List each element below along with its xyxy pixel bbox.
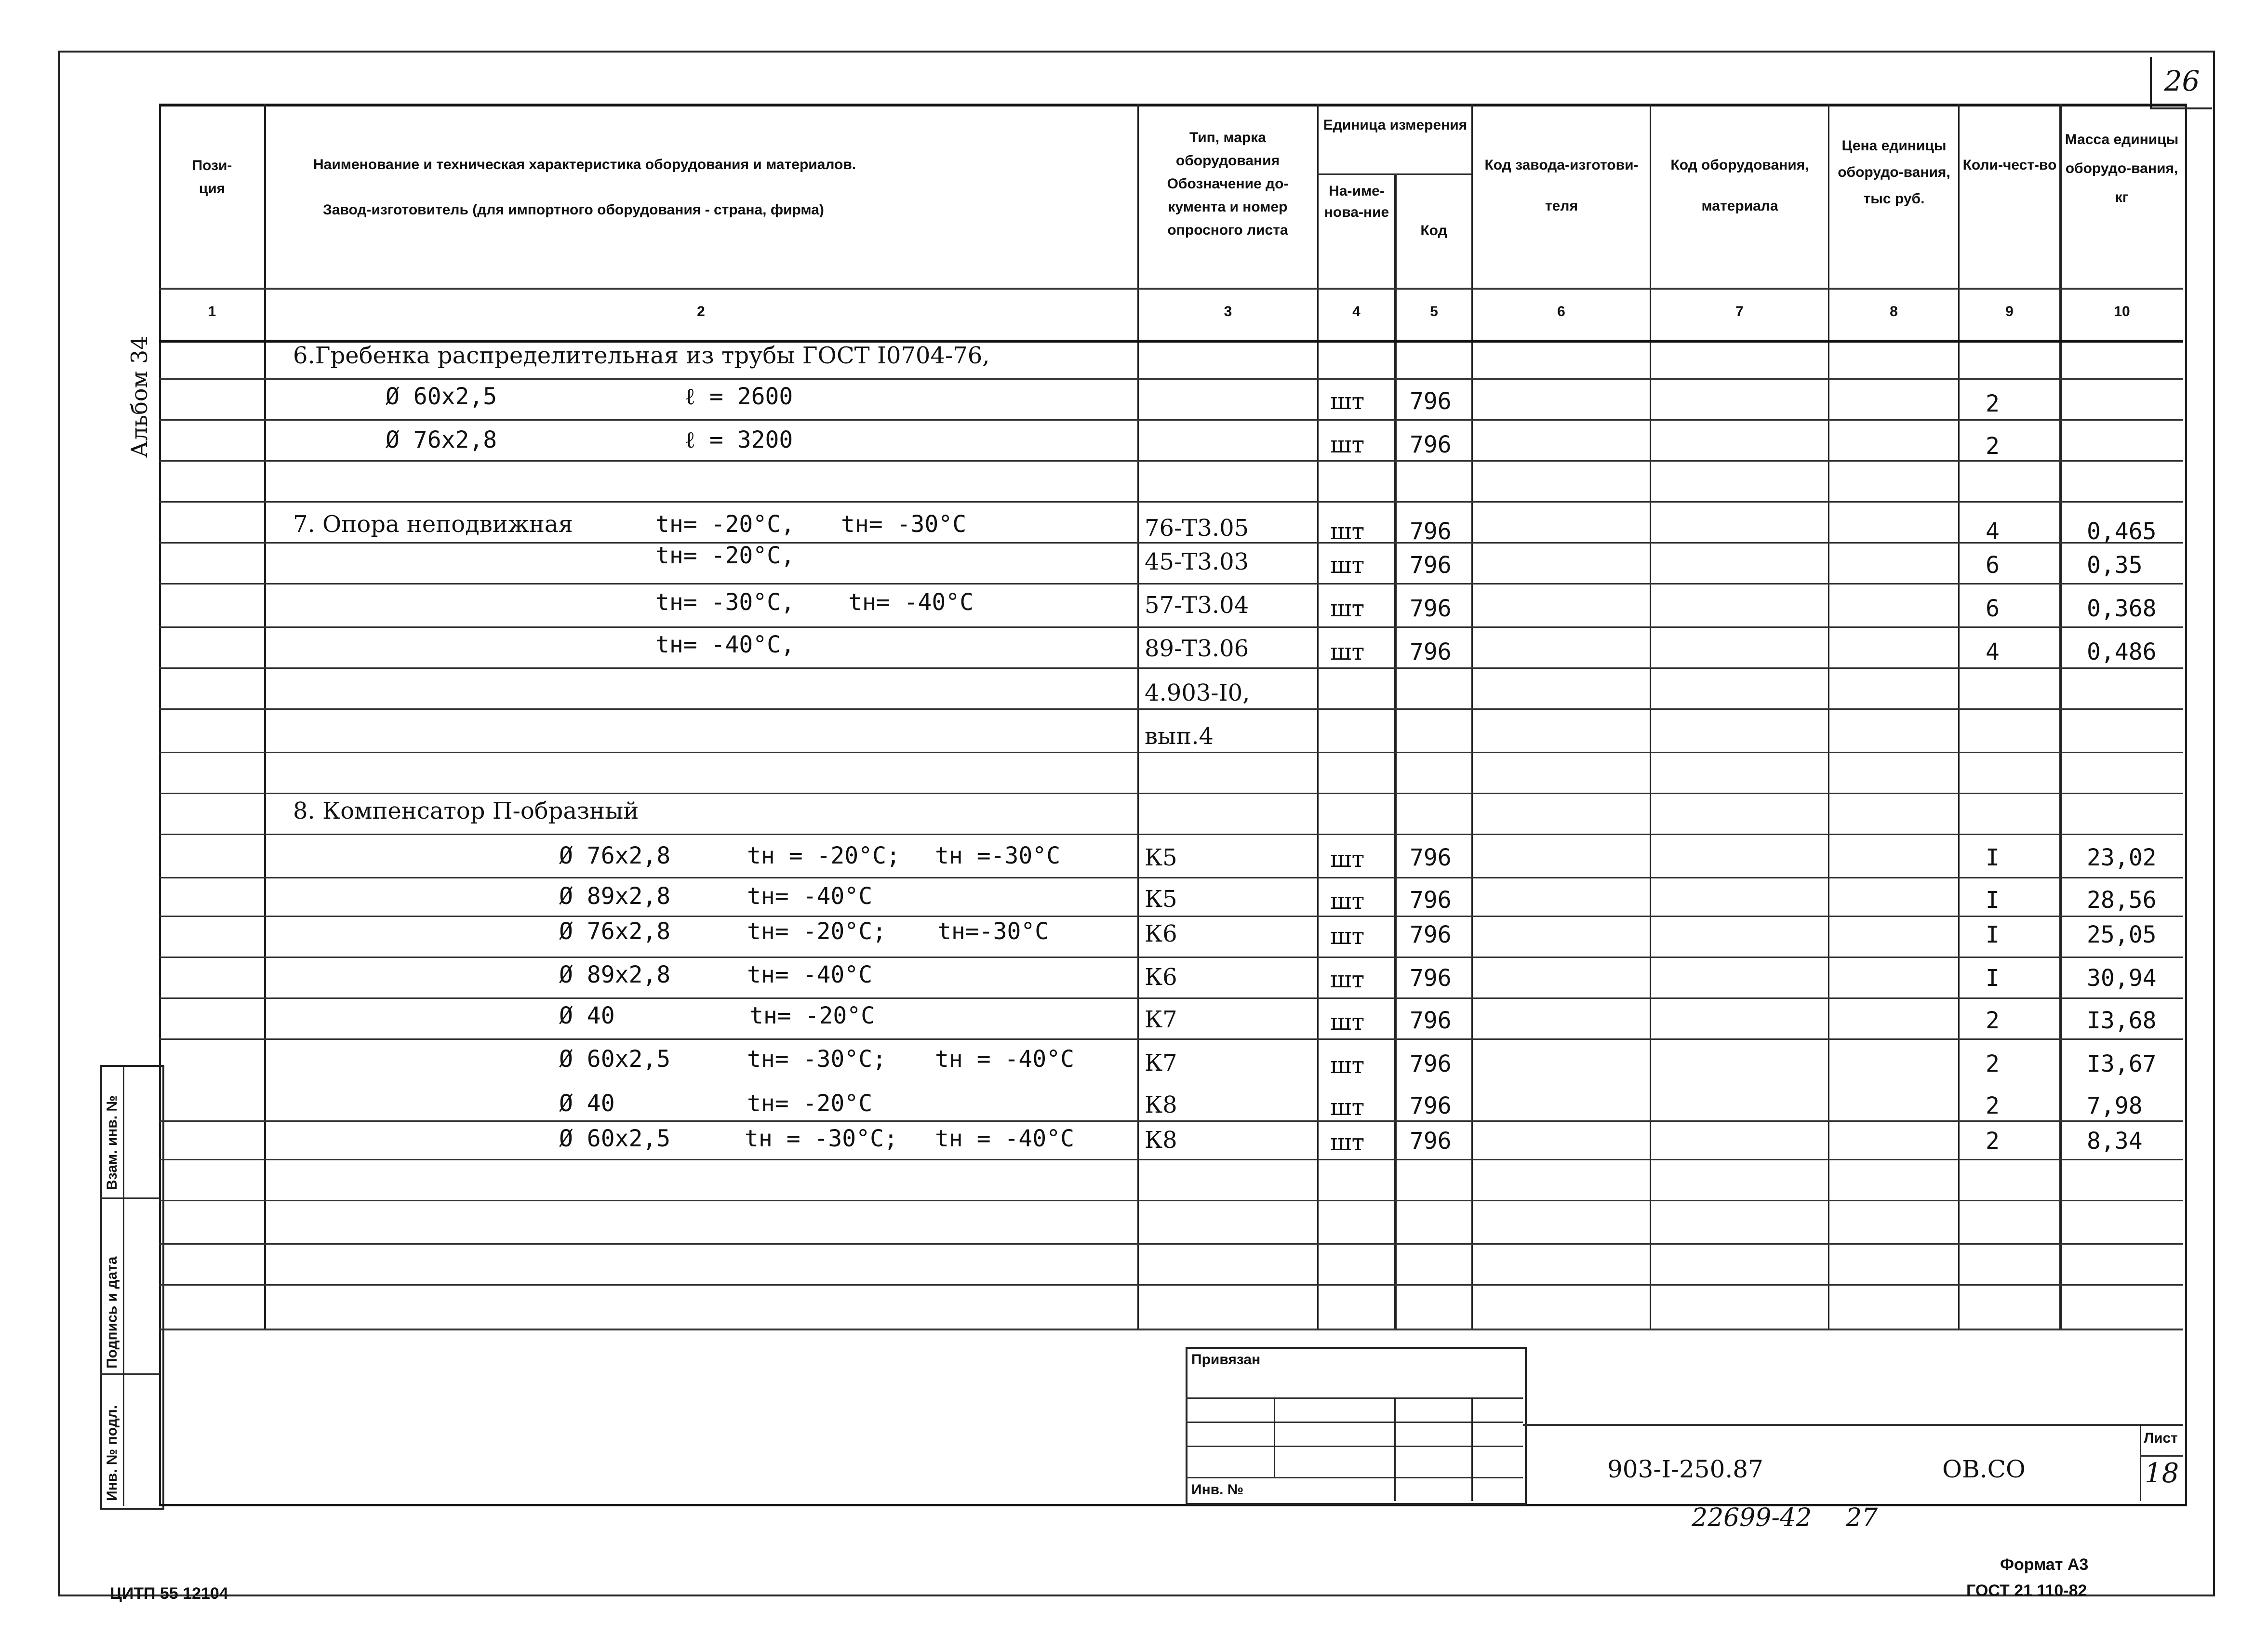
title-line [2140, 1424, 2141, 1501]
column-number: 7 [1735, 304, 1744, 319]
album-label: Альбом 34 [126, 335, 152, 458]
item-name: 6.Гребенка распределительная из трубы ГОСТ I0704-76, [293, 342, 990, 369]
row-line [159, 1243, 2183, 1245]
item-code: 796 [1410, 921, 1452, 948]
item-mass: 0,465 [2087, 518, 2157, 545]
item-qty: 4 [1986, 638, 2000, 665]
row-line [159, 997, 2183, 999]
row-line [159, 793, 2183, 794]
header-name-line2: Завод-изготовитель (для импортного оборудования - страна, фирма) [323, 202, 824, 218]
item-qty: 2 [1986, 1007, 2000, 1034]
item-unit: шт [1330, 1129, 1365, 1156]
side-label-replacement: Взам. инв. № [104, 1095, 120, 1190]
item-type: К7 [1145, 1050, 1177, 1077]
header-bottom [159, 288, 2183, 290]
item-temp: tн= -20°С; [747, 918, 886, 945]
item-name: 7. Опора неподвижная [293, 511, 573, 538]
item-size: Ø 89x2,8 [559, 883, 671, 910]
item-size: Ø 40 [559, 1002, 615, 1029]
item-code: 796 [1410, 1128, 1452, 1155]
item-mass: 0,368 [2087, 595, 2157, 622]
table-body-bottom [159, 1329, 2183, 1330]
item-code: 796 [1410, 518, 1452, 545]
item-type: 76-Т3.05 [1145, 515, 1249, 542]
side-divider [100, 1197, 160, 1199]
item-type: К5 [1145, 886, 1177, 913]
row-line [159, 1120, 2183, 1122]
row-line [159, 667, 2183, 669]
row-line [159, 378, 2183, 380]
item-type: К5 [1145, 844, 1177, 871]
linked-label: Привязан [1191, 1352, 1261, 1368]
column-number: 8 [1890, 304, 1898, 319]
item-code: 796 [1410, 1092, 1452, 1119]
item-type: вып.4 [1145, 723, 1214, 750]
row-line [159, 419, 2183, 421]
item-qty: 2 [1986, 390, 2000, 417]
item-type: 4.903-I0, [1145, 679, 1250, 706]
item-unit: шт [1330, 595, 1365, 622]
item-qty: I [1986, 844, 2000, 871]
item-mass: 30,94 [2087, 965, 2157, 992]
item-type: К8 [1145, 1127, 1177, 1154]
item-code: 796 [1410, 1050, 1452, 1077]
item-code: 796 [1410, 638, 1452, 665]
header-type: Тип, марка оборудования Обозначение до-кумента и номер опросного листа [1167, 130, 1289, 238]
item-code: 796 [1410, 1007, 1452, 1034]
item-unit: шт [1330, 638, 1365, 665]
item-temp: tн= -20°С, [655, 542, 795, 569]
side-divider [123, 1065, 124, 1506]
item-type: К6 [1145, 964, 1177, 991]
item-temp: tн= -40°С, [655, 631, 795, 658]
item-temp: tн = -40°С [935, 1125, 1074, 1152]
item-unit: шт [1330, 1094, 1365, 1121]
item-qty: 2 [1986, 1092, 2000, 1119]
item-temp: tн= -20°С [749, 1002, 875, 1029]
stamp-page: 27 [1846, 1503, 1878, 1532]
item-unit: шт [1330, 388, 1365, 415]
header-qty: Коли-чест-во [1962, 157, 2057, 173]
header-unit-name: На-име-нова-ние [1324, 183, 1389, 220]
column-number: 4 [1352, 304, 1361, 319]
item-mass: 23,02 [2087, 844, 2157, 871]
header-mass: Масса единицы оборудо-вания, кг [2065, 132, 2179, 205]
item-unit: шт [1330, 846, 1365, 873]
row-line [159, 1200, 2183, 1201]
item-temp: tн= -40°С [848, 589, 974, 616]
row-line [159, 460, 2183, 462]
side-label-inventory: Инв. № подл. [104, 1405, 120, 1501]
item-size: Ø 76x2,8 [559, 842, 671, 869]
item-mass: 0,35 [2087, 552, 2143, 579]
item-code: 796 [1410, 552, 1452, 579]
item-qty: I [1986, 887, 2000, 914]
item-temp: tн= -40°С [747, 961, 873, 988]
header-unit-group: Единица измерения [1323, 117, 1468, 133]
row-line [159, 1038, 2183, 1040]
header-equip-code: Код оборудования, материала [1670, 157, 1809, 214]
item-size: Ø 60x2,5 [559, 1046, 671, 1073]
item-temp: tн = -40°С [935, 1046, 1074, 1073]
title-line [2140, 1455, 2183, 1457]
item-mass: I3,67 [2087, 1050, 2157, 1077]
item-mass: I3,68 [2087, 1007, 2157, 1034]
item-unit: шт [1330, 966, 1365, 993]
item-length: ℓ = 3200 [684, 426, 793, 453]
item-name: 8. Компенсатор П-образный [293, 797, 639, 824]
footer-left: ЦИТП 55 12104 [110, 1584, 228, 1603]
item-type: 57-Т3.04 [1145, 592, 1249, 619]
item-qty: 6 [1986, 595, 2000, 622]
item-temp: tн= -30°С [841, 511, 967, 538]
row-line [159, 708, 2183, 710]
page-number: 26 [2150, 57, 2212, 109]
item-temp: tн= -20°С, [655, 511, 795, 538]
item-qty: 2 [1986, 1128, 2000, 1155]
item-temp: tн=-30°С [937, 918, 1049, 945]
item-qty: 2 [1986, 433, 2000, 460]
side-divider [100, 1373, 160, 1375]
row-line [159, 583, 2183, 585]
item-size: Ø 60x2,5 [559, 1125, 671, 1152]
item-mass: 8,34 [2087, 1128, 2143, 1155]
row-line [159, 916, 2183, 917]
item-unit: шт [1330, 552, 1365, 579]
side-label-signature: Подпись и дата [104, 1256, 120, 1369]
header-name-line1: Наименование и техническая характеристика оборудования и материалов. [313, 157, 856, 173]
item-temp: tн =-30°С [935, 842, 1061, 869]
column-number: 2 [697, 304, 705, 319]
item-code: 796 [1410, 844, 1452, 871]
item-length: ℓ = 2600 [684, 383, 793, 410]
header-price: Цена единицы оборудо-вания, тыс руб. [1838, 138, 1950, 207]
item-qty: 6 [1986, 552, 2000, 579]
item-type: 89-Т3.06 [1145, 635, 1249, 662]
item-unit: шт [1330, 1009, 1365, 1036]
item-mass: 0,486 [2087, 638, 2157, 665]
item-mass: 28,56 [2087, 887, 2157, 914]
item-code: 796 [1410, 965, 1452, 992]
item-mass: 25,05 [2087, 921, 2157, 948]
item-type: К8 [1145, 1091, 1177, 1118]
item-qty: 4 [1986, 518, 2000, 545]
format-label: Формат А3 [2000, 1555, 2089, 1574]
standard-label: ГОСТ 21 110-82 [1966, 1582, 2087, 1600]
header-position: Пози- ция [192, 158, 232, 197]
item-mass: 7,98 [2087, 1092, 2143, 1119]
item-unit: шт [1330, 518, 1365, 545]
item-unit: шт [1330, 923, 1365, 950]
document-code: 903-I-250.87 [1607, 1455, 1763, 1483]
header-unit-code: Код [1420, 223, 1447, 239]
sheet-number: 18 [2145, 1458, 2179, 1489]
item-unit: шт [1330, 1052, 1365, 1079]
item-code: 796 [1410, 887, 1452, 914]
stamp-number: 22699-42 [1692, 1503, 1812, 1532]
column-number: 10 [2114, 304, 2130, 319]
row-line [159, 957, 2183, 958]
item-qty: I [1986, 921, 2000, 948]
title-line [1523, 1424, 2183, 1426]
column-number: 1 [208, 304, 216, 319]
item-temp: tн= -20°С [747, 1090, 873, 1117]
item-code: 796 [1410, 595, 1452, 622]
row-line [159, 501, 2183, 503]
item-temp: tн= -30°С; [747, 1046, 886, 1073]
item-qty: 2 [1986, 1050, 2000, 1077]
row-line [159, 877, 2183, 878]
item-type: К6 [1145, 920, 1177, 947]
item-code: 796 [1410, 431, 1452, 458]
inventory-label: Инв. № [1191, 1482, 1244, 1498]
item-temp: tн = -20°С; [747, 842, 900, 869]
row-line [159, 752, 2183, 753]
item-code: 796 [1410, 388, 1452, 415]
item-qty: I [1986, 965, 2000, 992]
header-plant-code: Код завода-изготови-теля [1484, 157, 1639, 214]
item-temp: tн= -30°С, [655, 589, 795, 616]
document-suffix: ОВ.СО [1942, 1455, 2026, 1483]
linked-line [1274, 1397, 1275, 1477]
sheet-label: Лист [2144, 1430, 2178, 1446]
column-number: 6 [1557, 304, 1565, 319]
linked-box [1186, 1347, 1527, 1505]
item-size: Ø 76x2,8 [386, 426, 497, 453]
item-temp: tн= -40°С [747, 883, 873, 910]
row-line [159, 626, 2183, 628]
item-unit: шт [1330, 431, 1365, 458]
column-number: 5 [1430, 304, 1438, 319]
row-line [159, 1284, 2183, 1286]
linked-line [1394, 1397, 1396, 1501]
row-line [159, 1159, 2183, 1160]
column-number: 3 [1224, 304, 1232, 319]
item-type: 45-Т3.03 [1145, 548, 1249, 575]
item-temp: tн = -30°С; [745, 1125, 898, 1152]
item-size: Ø 89x2,8 [559, 961, 671, 988]
item-type: К7 [1145, 1006, 1177, 1033]
item-size: Ø 40 [559, 1090, 615, 1117]
linked-line [1471, 1397, 1473, 1501]
row-line [159, 542, 2183, 544]
item-size: Ø 60x2,5 [386, 383, 497, 410]
column-number: 9 [2005, 304, 2014, 319]
row-line [159, 834, 2183, 835]
item-size: Ø 76x2,8 [559, 918, 671, 945]
unit-header-split [1317, 173, 1471, 175]
item-unit: шт [1330, 888, 1365, 915]
